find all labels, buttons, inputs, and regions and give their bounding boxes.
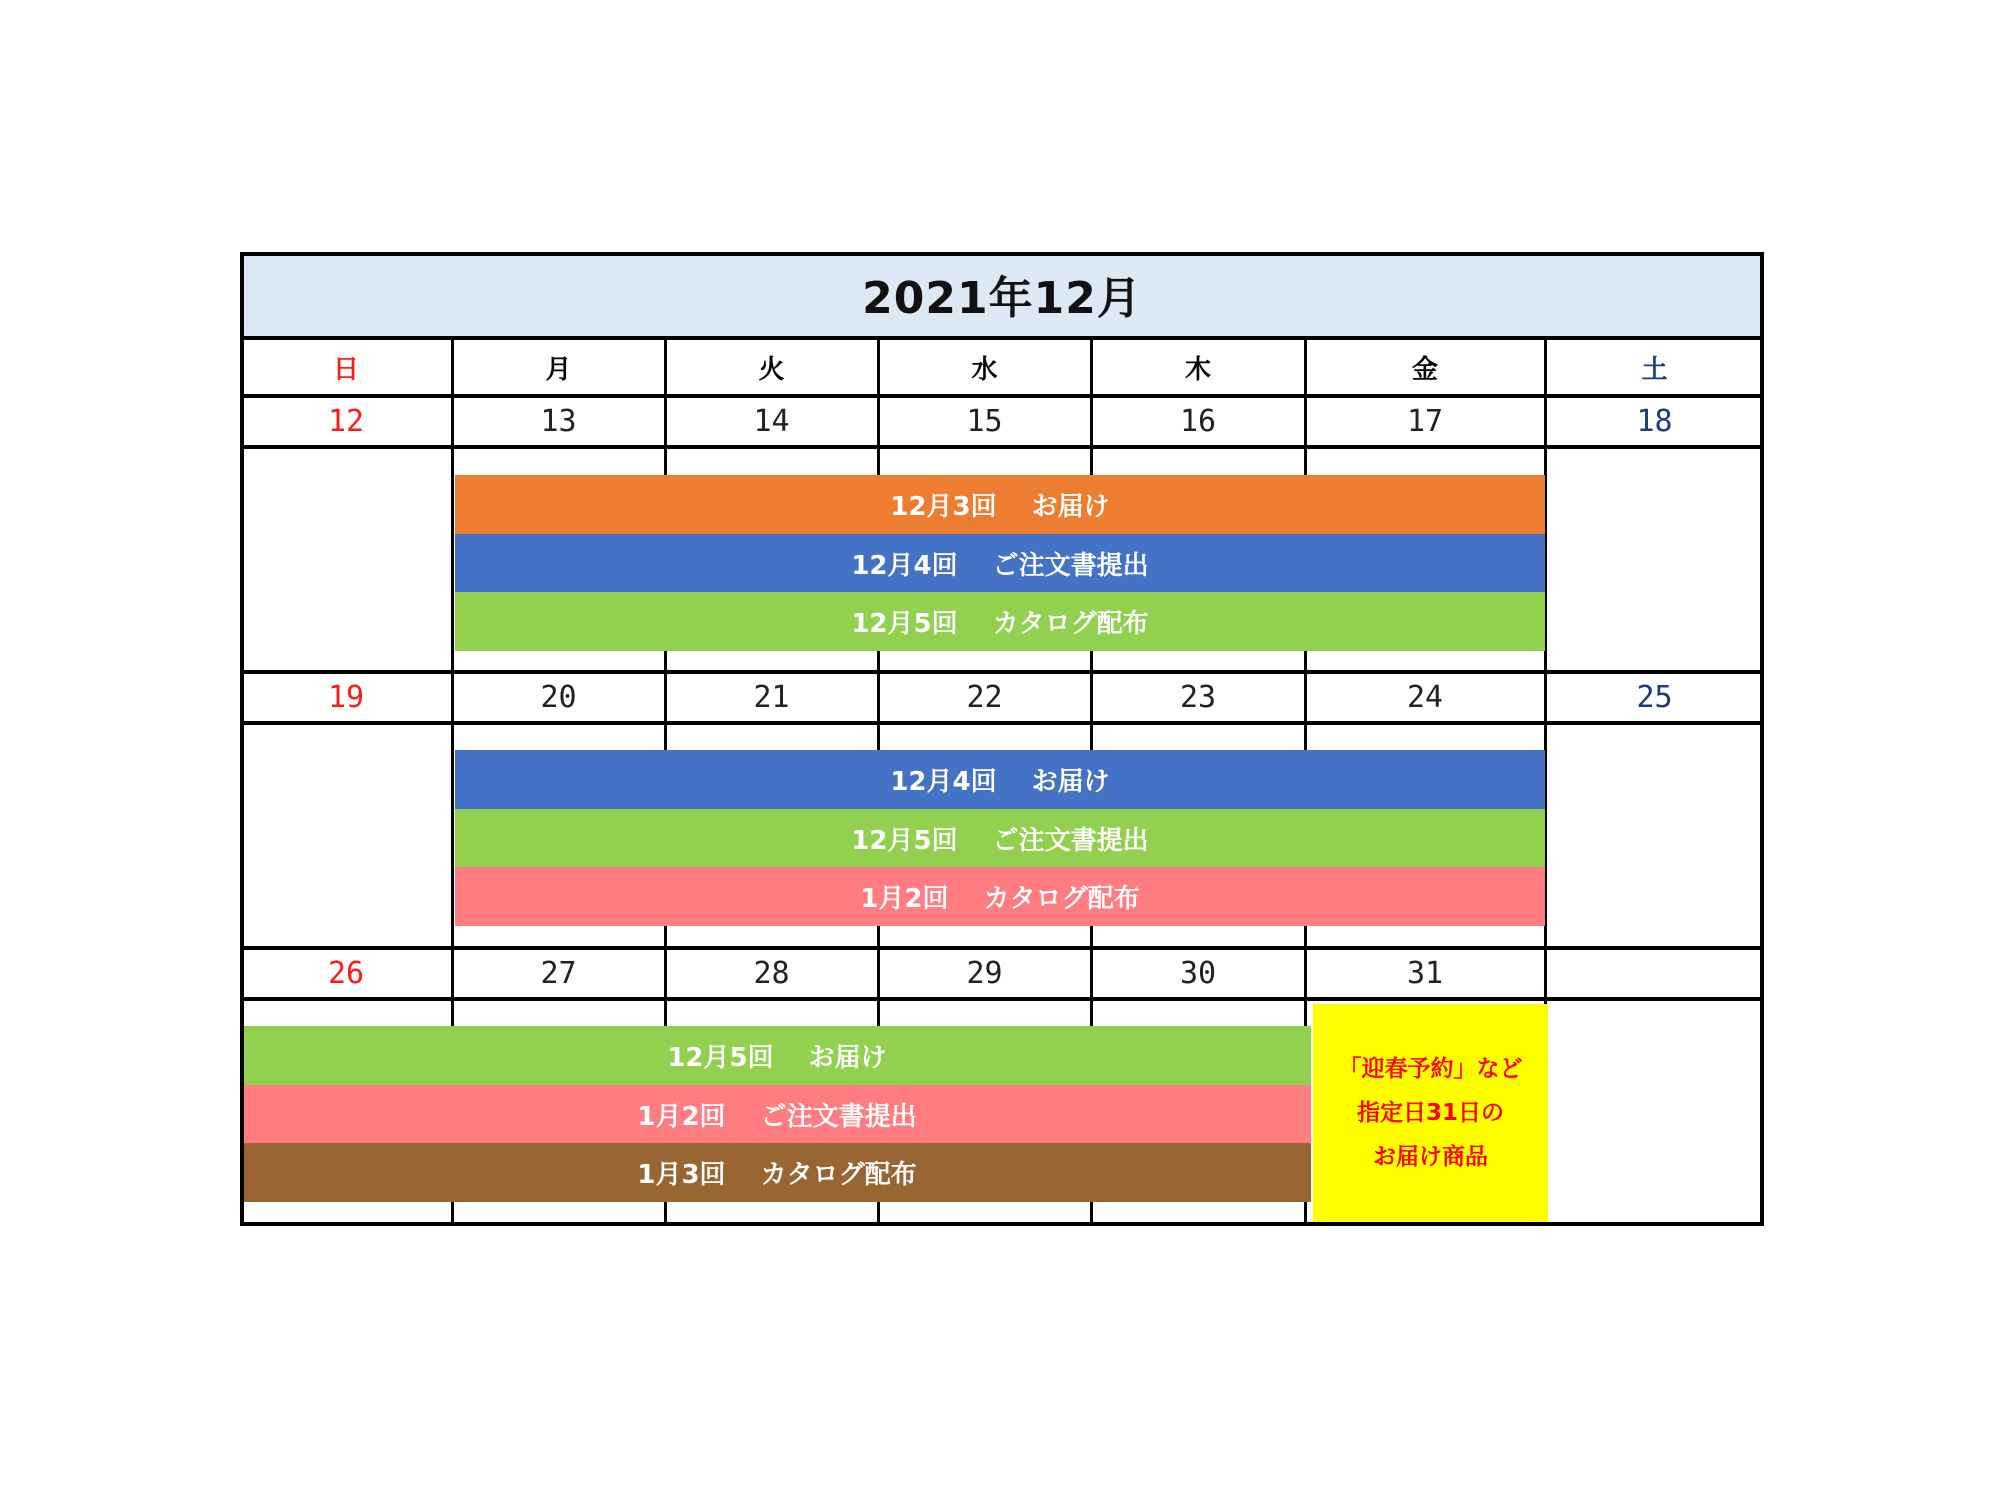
schedule-bar: 12月4回 お届け — [455, 750, 1545, 809]
day-number: 27 — [540, 955, 577, 991]
day-number: 13 — [540, 403, 577, 439]
day-number: 22 — [966, 679, 1003, 715]
grid-line — [240, 721, 1764, 725]
schedule-bar: 12月4回 ご注文書提出 — [455, 534, 1545, 592]
day-number: 17 — [1406, 403, 1444, 439]
weekday-sat: 土 — [1641, 354, 1668, 385]
schedule-bar: 1月2回 ご注文書提出 — [243, 1085, 1311, 1143]
schedule-bar: 12月5回 お届け — [243, 1026, 1311, 1085]
note-line: 指定日31日の — [1356, 1100, 1504, 1126]
weekday-mon: 月 — [545, 354, 572, 385]
note-line: お届け商品 — [1373, 1144, 1488, 1170]
grid-line — [240, 445, 1764, 449]
day-number: 20 — [540, 679, 577, 715]
day-number: 21 — [753, 679, 790, 715]
schedule-bar: 12月3回 お届け — [455, 475, 1545, 534]
day-number: 31 — [1406, 955, 1444, 991]
grid-line — [240, 670, 1764, 674]
calendar-header — [240, 252, 1764, 340]
day-number: 23 — [1179, 679, 1217, 715]
day-number: 30 — [1179, 955, 1217, 991]
schedule-bar: 1月3回 カタログ配布 — [243, 1143, 1311, 1202]
day-number: 14 — [753, 403, 790, 439]
day-number: 15 — [966, 403, 1003, 439]
weekday-tue: 火 — [758, 354, 785, 385]
weekday-wed: 水 — [971, 354, 998, 385]
day-number: 19 — [327, 679, 365, 715]
grid-line — [240, 997, 1764, 1001]
day-number: 18 — [1636, 403, 1673, 439]
delivery-note-box — [1313, 1004, 1548, 1222]
schedule-bar: 1月2回 カタログ配布 — [455, 867, 1545, 926]
grid-line — [240, 394, 1764, 398]
schedule-bar: 12月5回 カタログ配布 — [455, 592, 1545, 651]
calendar — [240, 252, 1764, 1226]
day-number: 16 — [1179, 403, 1217, 439]
day-number — [1545, 949, 1764, 997]
day-number: 24 — [1406, 679, 1444, 715]
day-number: 28 — [753, 955, 790, 991]
day-number: 26 — [327, 955, 365, 991]
day-number: 29 — [966, 955, 1003, 991]
day-number: 25 — [1636, 679, 1673, 715]
day-number: 12 — [327, 403, 365, 439]
grid-line — [240, 946, 1764, 950]
calendar-title: 2021年12月 — [862, 273, 1142, 324]
weekday-fri: 金 — [1411, 354, 1438, 385]
weekday-sun: 日 — [332, 354, 359, 385]
note-line: 「迎春予約」など — [1338, 1056, 1523, 1082]
weekday-thu: 木 — [1184, 354, 1211, 385]
schedule-bar: 12月5回 ご注文書提出 — [455, 809, 1545, 867]
